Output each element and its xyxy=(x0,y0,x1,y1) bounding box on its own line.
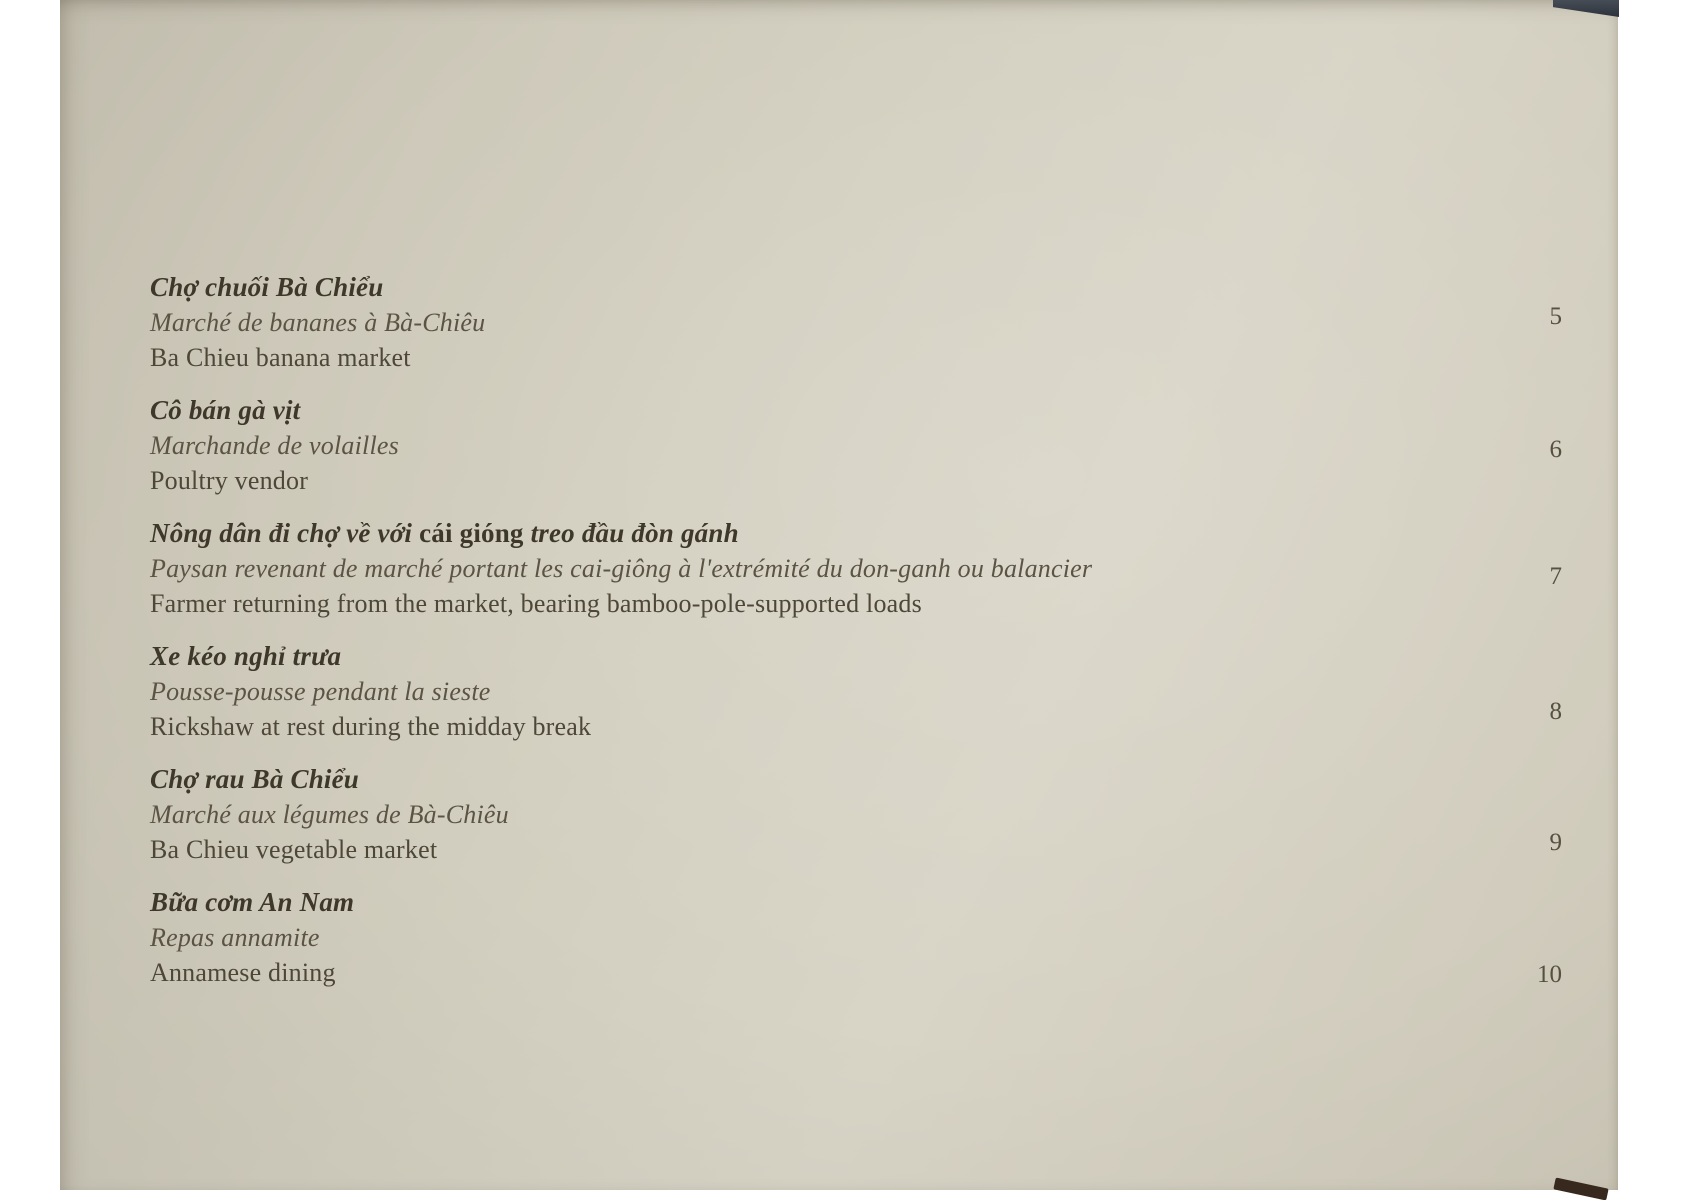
entry-subtitle-french: Marché de bananes à Bà-Chiêu xyxy=(150,308,486,337)
entry-page-number: 10 xyxy=(1537,961,1562,988)
entry-page-number: 8 xyxy=(1549,698,1562,725)
entry-title-vietnamese xyxy=(150,516,1562,551)
entry-subtitle-french: Marchande de volailles xyxy=(150,431,399,460)
toc-list xyxy=(150,270,1562,1008)
title-segment: Bữa cơm An Nam xyxy=(150,887,355,917)
page-corner-shadow-top-right xyxy=(1553,0,1619,17)
entry-subtitle-french: Pousse-pousse pendant la sieste xyxy=(150,677,491,706)
toc-entry xyxy=(150,762,1562,867)
toc-entry xyxy=(150,393,1562,498)
toc-entry xyxy=(150,516,1562,621)
entry-page-number: 9 xyxy=(1549,829,1562,856)
entry-page-number: 6 xyxy=(1549,436,1562,463)
entry-title-vietnamese xyxy=(150,270,1562,305)
entry-subtitle-french: Paysan revenant de marché portant les cai-giông à l'extrémité du don-ganh ou balancier xyxy=(150,554,1093,583)
entry-page-number: 7 xyxy=(1549,563,1562,590)
entry-title-vietnamese xyxy=(150,762,1562,797)
title-segment: Nông dân đi chợ về với xyxy=(150,518,420,548)
entry-page-number: 5 xyxy=(1549,303,1562,330)
title-segment: Xe kéo nghỉ trưa xyxy=(150,641,342,671)
title-segment: treo đầu đòn gánh xyxy=(523,518,739,548)
title-segment: Chợ rau Bà Chiểu xyxy=(150,764,360,794)
page-corner-shadow-bottom-right xyxy=(1553,1178,1608,1200)
entry-title-vietnamese xyxy=(150,885,1562,920)
toc-entry xyxy=(150,270,1562,375)
title-segment: Chợ chuối Bà Chiểu xyxy=(150,272,384,302)
toc-entry xyxy=(150,639,1562,744)
entry-title-vietnamese xyxy=(150,393,1562,428)
entry-caption-english: Poultry vendor xyxy=(150,466,309,495)
title-segment: Cô bán gà vịt xyxy=(150,395,301,425)
entry-caption-english: Rickshaw at rest during the midday break xyxy=(150,712,592,741)
entry-subtitle-french: Repas annamite xyxy=(150,923,320,952)
entry-caption-english: Ba Chieu banana market xyxy=(150,343,411,372)
entry-caption-english: Ba Chieu vegetable market xyxy=(150,835,438,864)
entry-subtitle-french: Marché aux légumes de Bà-Chiêu xyxy=(150,800,509,829)
toc-entry xyxy=(150,885,1562,990)
title-segment: cái gióng xyxy=(419,518,524,548)
entry-caption-english: Farmer returning from the market, bearing bamboo-pole-supported loads xyxy=(150,589,922,618)
book-page xyxy=(60,0,1618,1190)
entry-caption-english: Annamese dining xyxy=(150,958,336,987)
entry-title-vietnamese xyxy=(150,639,1562,674)
